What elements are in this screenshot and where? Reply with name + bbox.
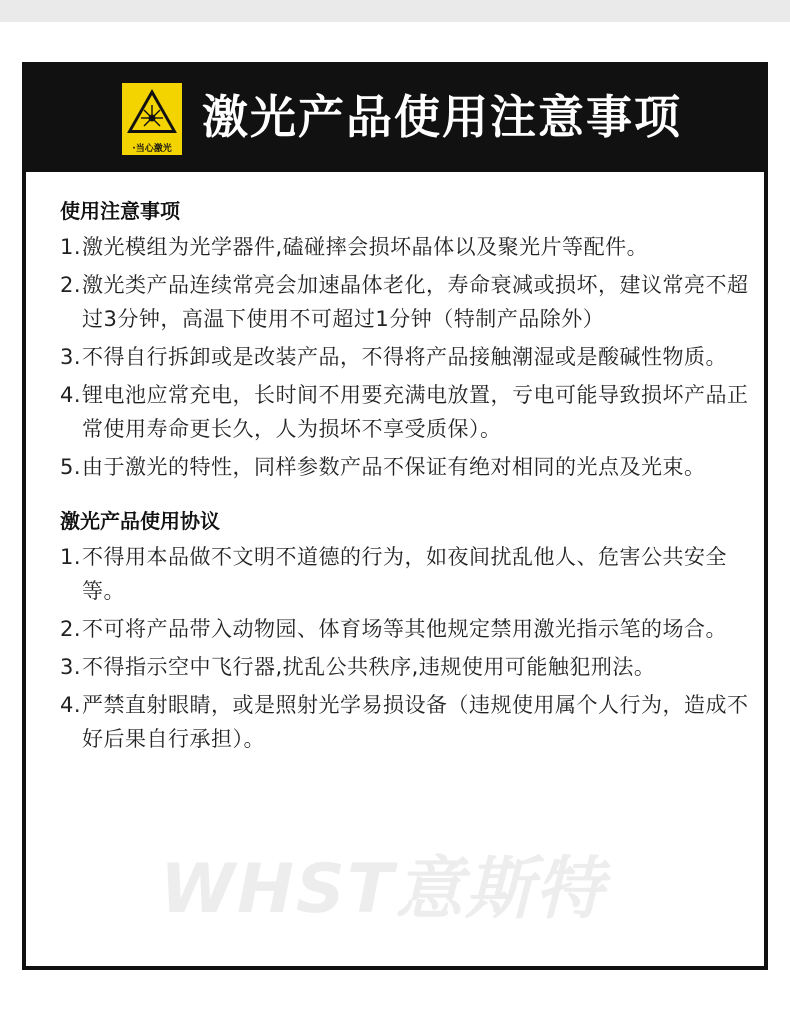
page-title: 激光产品使用注意事项 bbox=[202, 90, 682, 144]
list-item: 1. 不得用本品做不文明不道德的行为，如夜间扰乱他人、危害公共安全等。 bbox=[60, 545, 727, 603]
laser-warning-icon bbox=[122, 83, 182, 155]
list-item: 5. 由于激光的特性，同样参数产品不保证有绝对相同的光点及光束。 bbox=[60, 455, 706, 479]
laser-badge-text: ·当心激光 bbox=[132, 144, 172, 154]
section-title: 使用注意事项 bbox=[60, 199, 180, 223]
brand-watermark: WHST意斯特 bbox=[160, 850, 606, 929]
list-item: 4. 锂电池应常充电，长时间不用要充满电放置，亏电可能导致损坏产品正常使用寿命更长久，人为损坏不享受质保）。 bbox=[60, 383, 749, 441]
content bbox=[60, 196, 750, 760]
header-bar bbox=[26, 66, 764, 172]
list-item: 1. 激光模组为光学器件,磕碰摔会损坏晶体以及聚光片等配件。 bbox=[60, 235, 649, 259]
list-item: 2. 激光类产品连续常亮会加速晶体老化，寿命衰减或损坏，建议常亮不超过3分钟，高温下使用不可超过1分钟（特制产品除外） bbox=[60, 273, 749, 331]
section-usage-agreement bbox=[60, 506, 750, 756]
top-strip bbox=[0, 0, 790, 22]
section-title: 激光产品使用协议 bbox=[60, 509, 220, 533]
list-item: 3. 不得指示空中飞行器,扰乱公共秩序,违规使用可能触犯刑法。 bbox=[60, 655, 656, 679]
list-item: 4. 严禁直射眼睛，或是照射光学易损设备（违规使用属个人行为，造成不好后果自行承担）。 bbox=[60, 693, 749, 751]
notice-frame bbox=[22, 62, 768, 970]
section-usage-notes bbox=[60, 196, 750, 484]
list-item: 2. 不可将产品带入动物园、体育场等其他规定禁用激光指示笔的场合。 bbox=[60, 617, 727, 641]
list-item: 3. 不得自行拆卸或是改装产品，不得将产品接触潮湿或是酸碱性物质。 bbox=[60, 345, 727, 369]
